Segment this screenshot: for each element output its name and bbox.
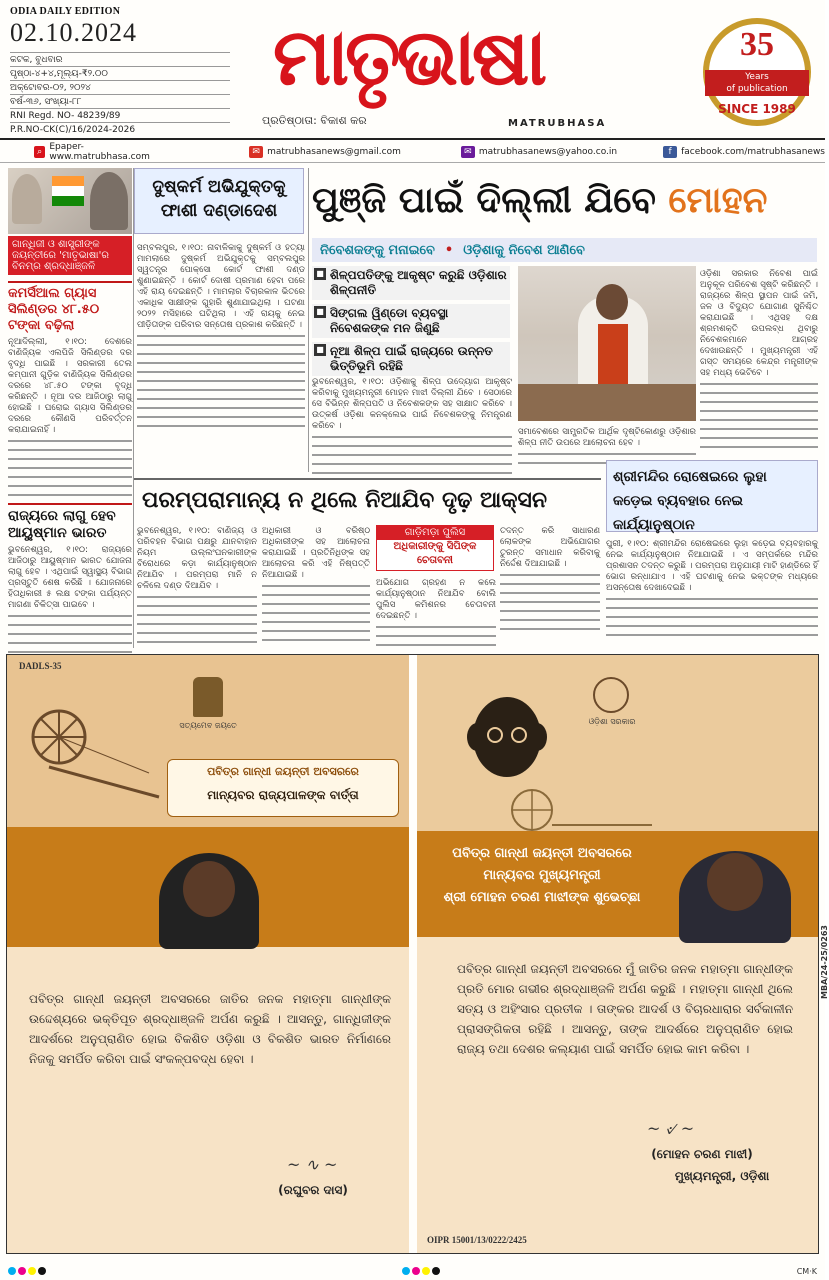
lead-headline-accent: ମୋହନ — [668, 180, 768, 221]
bullet-item — [312, 266, 510, 300]
mail-icon: ✉ — [461, 146, 475, 158]
governor-face — [183, 861, 235, 917]
emblem-caption: ଓଡ଼ିଶା ସରକାର — [588, 717, 636, 726]
badge-line1: Years — [745, 72, 769, 82]
bullet-item — [312, 304, 510, 338]
charkha-icon — [507, 785, 657, 835]
meta-line: କଟକ, ବୁଧବାର — [10, 52, 230, 65]
cm-banner-line2: ମାନ୍ୟବର ମୁଖ୍ୟମନ୍ତ୍ରୀ — [483, 868, 601, 883]
flag-saffron — [52, 176, 84, 186]
temple-headline: ଶ୍ରୀମନ୍ଦିର ରୋଷେଇରେ ଲୁହା କଡ଼େଇ ବ୍ୟବହାର ନେଇ କାର୍ଯ୍ୟାନୁଷ୍ଠାନ — [613, 469, 767, 533]
color-dots-center — [402, 1267, 440, 1275]
text-lines — [137, 596, 257, 643]
bullet-text: ଶିଳ୍ପପତିଙ୍କୁ ଆକୃଷ୍ଟ କରୁଛି ଓଡ଼ିଶାର ଶିଳ୍ପନୀତି — [330, 268, 507, 297]
ad-code: DADLS-35 — [19, 661, 62, 671]
leaders-photo — [8, 168, 132, 234]
yellow-dot — [28, 1267, 36, 1275]
founder-line: ପ୍ରତିଷ୍ଠାତା: ବିକାଶ କର — [262, 114, 367, 127]
cm-banner-line3: ଶ୍ରୀ ମୋହନ ଚରଣ ମାଝୀଙ୍କ ଶୁଭେଚ୍ଛା — [443, 890, 641, 905]
governor-title-band — [167, 759, 399, 817]
lead-story-col1 — [312, 374, 512, 474]
cm-face — [707, 853, 763, 911]
police-story — [376, 575, 496, 649]
governor-ad[interactable] — [7, 655, 409, 1253]
badge-since: SINCE 1989 — [718, 102, 796, 116]
badge-ribbon — [705, 70, 809, 96]
temple-headline-box[interactable] — [606, 460, 818, 532]
flag-green — [52, 196, 84, 206]
crime-story-text: ସମ୍ବଲପୁର, ୧।୧୦: ନାବାଳିକାକୁ ଦୁଷ୍କର୍ମ ଓ ହତ୍ୟା ମାମଲାରେ ଦୁଷ୍କର୍ମ ଅଭିଯୁକ୍ତକୁ ସମ୍ବଲପୁର ସ୍ୱତନ୍ତ୍ର ପୋକ୍ସୋ କୋର୍ଟ ଫାଶୀ ଦଣ୍ଡ ଶୁଣାଇଛନ୍ତି । କୋର୍ଟ ଦୋଷୀ ପ୍ରମାଣ ହେବା ପରେ ଏହି ରାୟ ଦେଇଛନ୍ତି । ମାମଲାର ବିଚାରକାଳ ଭିତରେ ଏକାଧିକ ସାକ୍ଷୀଙ୍କ ଗୁହାରି ଶୁଣାଯାଇଥିଲା । ଘଟଣା ୨୦୨୨ ମସିହାରେ ଘଟିଥିଲା । ଏହି ରାୟକୁ ନେଇ ପୀଡ଼ିତାଙ୍କ ପରିବାର ସନ୍ତୋଷ ପ୍ରକାଶ କରିଛନ୍ତି । — [137, 243, 305, 330]
odisha-emblem-icon — [593, 677, 629, 713]
ayushman-story: ଭୁବନେଶ୍ୱର, ୧।୧୦: ରାଜ୍ୟରେ ଆଜିଠାରୁ ଆୟୁଷ୍ମାନ ଭାରତ ଯୋଜନା ଲାଗୁ ହେବ । ଏଥିପାଇଁ ସ୍ୱାସ୍ଥ୍ୟ ବିଭାଗ ପ୍ରସ୍ତୁତି ଶେଷ କରିଛି । ଯୋଜନାରେ ହିତାଧିକାରୀ ୫ ଲକ୍ଷ ଟଙ୍କା ପର୍ଯ୍ୟନ୍ତ ମାଗଣା ଚିକିତ୍ସା ପାଇବେ । — [8, 545, 132, 610]
traffic-headline[interactable]: ପରମ୍ପରାମାନ୍ୟ ନ ଥିଲେ ନିଆଯିବ ଦୃଢ଼ ଆକ୍ସନ — [134, 478, 601, 520]
facebook-icon: f — [663, 146, 677, 158]
edition-label: ODIA DAILY EDITION — [10, 6, 121, 17]
text-lines — [8, 440, 132, 496]
ashoka-emblem-icon — [193, 677, 223, 717]
spinning-wheel-icon — [19, 677, 169, 827]
bullet-icon: ■ — [314, 344, 326, 356]
anniversary-badge — [703, 18, 811, 126]
gas-story: ନୂଆଦିଲ୍ଲୀ, ୧।୧୦: ଦେଶରେ ବାଣିଜ୍ୟିକ ଏଲପିଜି ସିଲିଣ୍ଡର ଦର ବୃଦ୍ଧି ପାଇଛି । ସରକାରୀ ତେଲ କମ୍ପାନୀ ଗୁଡ଼ିକ ବାଣିଜ୍ୟିକ ସିଲିଣ୍ଡର ଦରରେ ୪୮.୫୦ ଟଙ୍କା ବୃଦ୍ଧି କରିଛନ୍ତି । ନୂଆ ଦର ଆଜିଠାରୁ ଲାଗୁ ହୋଇଛି । ଘରୋଇ ଗ୍ୟାସ ସିଲିଣ୍ଡର ଦରରେ କୌଣସି ପରିବର୍ତ୍ତନ କରାଯାଇନାହିଁ । — [8, 337, 132, 435]
crime-headline: ଦୁଷ୍କର୍ମ ଅଭିଯୁକ୍ତକୁ ଫାଶୀ ଦଣ୍ଡାଦେଶ — [152, 177, 286, 221]
print-marks — [0, 1262, 825, 1280]
governor-signature-scrawl: ~ ∿ ~ — [287, 1155, 338, 1174]
police-story-col2 — [500, 523, 600, 649]
lead-text: ଓଡ଼ିଶା ସରକାର ନିବେଶ ପାଇଁ ଅନୁକୂଳ ପରିବେଶ ସୃଷ୍ଟି କରିଛନ୍ତି । ରାଜ୍ୟରେ ଶିଳ୍ପ ସ୍ଥାପନ ପାଇଁ ଜମି, ଜଳ ଓ ବିଦ୍ୟୁତ ଯୋଗାଣ ସୁନିଶ୍ଚିତ କରାଯାଇଛି । ଏଥିସହ ଦକ୍ଷ ଶ୍ରମଶକ୍ତି ଉପଲବ୍ଧ ଥିବାରୁ ନିବେଶକମାନେ ଆଗ୍ରହ ଦେଖାଉଛନ୍ତି । ମୁଖ୍ୟମନ୍ତ୍ରୀ ଏହି ଗସ୍ତ ସମୟରେ କେନ୍ଦ୍ର ମନ୍ତ୍ରୀଙ୍କ ସହ ମଧ୍ୟ ଭେଟିବେ । — [700, 269, 818, 378]
color-dots-left — [8, 1267, 46, 1275]
chief-minister-ad[interactable] — [417, 655, 818, 1253]
magenta-dot — [18, 1267, 26, 1275]
badge-line2: of publication — [726, 84, 788, 94]
text-lines — [606, 598, 818, 636]
yahoo-link[interactable] — [461, 146, 617, 158]
cm-signature-scrawl: ~ ୰ ~ — [647, 1119, 695, 1138]
traffic-story — [137, 523, 257, 649]
shastri-figure — [90, 172, 128, 230]
cm-signature-name: (ମୋହନ ଚରଣ ମାଝୀ) — [651, 1147, 753, 1161]
temple-text: ପୁରୀ, ୧।୧୦: ଶ୍ରୀମନ୍ଦିର ରୋଷେଇରେ ଲୁହା କଡ଼େଇ ବ୍ୟବହାରକୁ ନେଇ କାର୍ଯ୍ୟାନୁଷ୍ଠାନ ନିଆଯାଇଛି । ଏ ସମ୍ପର୍କରେ ମନ୍ଦିର ପ୍ରଶାସନ ତଦନ୍ତ କରୁଛି । ପରମ୍ପରା ଅନୁଯାୟୀ ମାଟି ହାଣ୍ଡିରେ ହିଁ ଭୋଗ ରନ୍ଧାଯାଏ । ଏହି ଘଟଣାକୁ ନେଇ ଭକ୍ତଙ୍କ ମଧ୍ୟରେ ଅସନ୍ତୋଷ ଦେଖାଦେଇଛି । — [606, 539, 818, 593]
cm-signature-title: ମୁଖ୍ୟମନ୍ତ୍ରୀ, ଓଡ଼ିଶା — [674, 1169, 770, 1183]
crime-headline-box[interactable] — [134, 168, 304, 234]
bullet-text: ନୂଆ ଶିଳ୍ପ ପାଇଁ ରାଜ୍ୟରେ ଉନ୍ନତ ଭିତ୍ତିଭୂମି ରହିଛି — [330, 344, 493, 373]
meta-line: ବର୍ଷ-୩୬, ସଂଖ୍ୟା-୮୮ — [10, 94, 230, 107]
police-text: ତଦନ୍ତ କରି ସାଧାରଣ ଲୋକଙ୍କ ଅଭିଯୋଗର ତୁରନ୍ତ ସମାଧାନ କରିବାକୁ ନିର୍ଦ୍ଦେଶ ଦିଆଯାଇଛି । — [500, 526, 600, 569]
police-text: ଅଭିଯୋଗ ଗ୍ରହଣ ନ କଲେ କାର୍ଯ୍ୟାନୁଷ୍ଠାନ ନିଆଯିବ ବୋଲି ପୁଲିସ କମିଶନର ଚେତାବନୀ ଦେଇଛନ୍ତି । — [376, 578, 496, 621]
governor-message: ପବିତ୍ର ଗାନ୍ଧୀ ଜୟନ୍ତୀ ଅବସରରେ ଜାତିର ଜନକ ମହାତ୍ମା ଗାନ୍ଧୀଙ୍କ ଉଦ୍ଦେଶ୍ୟରେ ଭକ୍ତିପୂତ ଶ୍ରଦ୍ଧାଞ୍ଜଳି ଅର୍ପଣ କରୁଛି । ଆସନ୍ତୁ, ଗାନ୍ଧିଜୀଙ୍କ ଆଦର୍ଶରେ ଅନୁପ୍ରାଣିତ ହୋଇ ବିକଶିତ ଓଡ଼ିଶା ଓ ବିକଶିତ ଭାରତ ନିର୍ମାଣରେ ନିଜକୁ ସମର୍ପିତ କରିବା ପାଇଁ ସଂକଳ୍ପବଦ୍ଧ ହେବା । — [29, 992, 391, 1066]
gandhi-silhouette-icon — [447, 675, 567, 795]
ayushman-headline[interactable]: ରାଜ୍ୟରେ ଲାଗୁ ହେବ ଆୟୁଷ୍ମାନ ଭାରତ — [8, 503, 132, 542]
strap-right: ଓଡ଼ିଶାକୁ ନିବେଶ ଆଣିବେ — [463, 242, 585, 258]
lead-story-col3 — [700, 266, 818, 472]
bullet-item — [312, 342, 510, 376]
black-dot — [38, 1267, 46, 1275]
magenta-dot — [412, 1267, 420, 1275]
text-lines — [137, 335, 305, 427]
chief-minister-photo — [518, 266, 696, 421]
photo-caption: ଗାନ୍ଧିଜୀ ଓ ଶାସ୍ତ୍ରୀଙ୍କ ଜୟନ୍ତୀରେ 'ମାତୃଭାଷା'ର ବିନମ୍ର ଶ୍ରଦ୍ଧାଞ୍ଜଳି — [8, 236, 132, 275]
bullet-icon: ■ — [314, 306, 326, 318]
epaper-link[interactable] — [34, 142, 161, 162]
photo-scarf — [598, 324, 628, 384]
police-warning-box[interactable] — [376, 525, 494, 571]
bullet-icon: ■ — [314, 268, 326, 280]
epaper-text: Epaper- www.matrubhasa.com — [49, 141, 150, 162]
bullet-text: ସିଙ୍ଗଲ ୱିଣ୍ଡୋ ବ୍ୟବସ୍ଥା ନିବେଶକଙ୍କ ମନ ଜିଣୁଛି — [330, 306, 449, 335]
traffic-text: ଅଧିକାରୀ ଓ ବରିଷ୍ଠ ଅଧିକାରୀଙ୍କ ସହ ଆଲୋଚନା କରାଯାଇଛି । ପ୍ରତିନିଧିଙ୍କ ସହ ଆଲୋଚନା କରି ଏହି ନିଷ୍ପତ୍ତି ନିଆଯାଇଛି । — [262, 526, 370, 580]
emblem-caption: ସତ୍ୟମେବ ଜୟତେ — [179, 721, 237, 730]
lead-bullets — [312, 266, 510, 373]
meta-line: ଅକ୍ଟୋବର-୦୨, ୨୦୨୪ — [10, 80, 230, 93]
facebook-text: facebook.com/matrubhasanews — [681, 146, 825, 157]
gmail-link[interactable] — [249, 146, 401, 158]
police-warning-kicker: ଗାଡ଼ିମଡ଼ା ପୁଲିସ — [377, 526, 493, 540]
governor-signature: (ରଘୁବର ଦାସ) — [278, 1183, 348, 1197]
gmail-text: matrubhasanews@gmail.com — [267, 146, 401, 157]
photo-head — [596, 284, 628, 320]
masthead — [0, 0, 825, 140]
advertisement-block — [6, 654, 829, 1254]
cmyk-label: CM·K — [796, 1266, 817, 1276]
strap-left: ନିବେଶକଙ୍କୁ ମନାଇବେ — [320, 242, 435, 258]
vertical-ad-code: MBA/24-25/0263 — [820, 925, 829, 999]
flag-white — [52, 186, 84, 196]
cyan-dot — [402, 1267, 410, 1275]
lead-text: ସମାବେଶରେ ସାମ୍ପ୍ରତିକ ଆର୍ଥିକ ଦୃଷ୍ଟିକୋଣରୁ ଓଡ଼ିଶାର ଶିଳ୍ପ ନୀତି ଉପରେ ଆଲୋଚନା ହେବ । — [518, 427, 696, 448]
oipr-code: OIPR 15001/13/0222/2425 — [427, 1235, 527, 1245]
meta-line: RNI Regd. NO- 48239/89 — [10, 108, 230, 121]
police-warning-head: ଅଧିକାରୀଙ୍କୁ ସିପିଙ୍କ ଚେତାବନୀ — [393, 541, 477, 566]
facebook-link[interactable] — [663, 146, 825, 158]
contact-bar — [0, 141, 825, 163]
lead-text: ଭୁବନେଶ୍ୱର, ୧।୧୦: ଓଡ଼ିଶାକୁ ଶିଳ୍ପ ଉଦ୍ୟୋଗ ଆକୃଷ୍ଟ କରିବାକୁ ମୁଖ୍ୟମନ୍ତ୍ରୀ ମୋହନ ମାଝୀ ଦିଲ୍ଲୀ ଯିବେ । ସେଠାରେ ସେ ବିଭିନ୍ନ ଶିଳ୍ପପତି ଓ ନିବେଶକଙ୍କ ସହ ସାକ୍ଷାତ କରିବେ । ଉତ୍କର୍ଷ ଓଡ଼ିଶା କନକ୍ଲେଭ ପାଇଁ ନିବେଶକଙ୍କୁ ନିମନ୍ତ୍ରଣ କରିବେ । — [312, 377, 512, 431]
badge-number: 35 — [740, 26, 774, 63]
meta-line: ପୃଷ୍ଠା-୪+୪,ମୂଲ୍ୟ-₹୨.୦୦ — [10, 66, 230, 79]
crime-story — [137, 240, 305, 472]
strap-separator: • — [444, 242, 454, 258]
text-lines — [376, 626, 496, 646]
gas-headline[interactable]: କମର୍ସିଆଲ ଗ୍ୟାସ ସିଲିଣ୍ଡର ୪୮.୫୦ ଟଙ୍କା ବଢ଼ିଲା — [8, 281, 132, 334]
cyan-dot — [8, 1267, 16, 1275]
photo-desk — [518, 384, 696, 421]
text-lines — [312, 436, 512, 474]
temple-story — [606, 536, 818, 649]
search-icon: ⌕ — [34, 146, 45, 158]
traffic-text: ଭୁବନେଶ୍ୱର, ୧।୧୦: ବାଣିଜ୍ୟ ଓ ପରିବହନ ବିଭାଗ ପକ୍ଷରୁ ଯାନବାହାନ ନିୟମ ଉଲ୍ଲଂଘନକାରୀଙ୍କ ବିରୋଧରେ କଡ଼ା କାର୍ଯ୍ୟାନୁଷ୍ଠାନ ନିଆଯିବ । ପରମ୍ପରା ମାନି ନ ଚଳିଲେ ଦଣ୍ଡ ଦିଆଯିବ । — [137, 526, 257, 591]
governor-banner-line2: ମାନ୍ୟବର ରାଜ୍ୟପାଳଙ୍କ ବାର୍ତ୍ତା — [207, 788, 359, 802]
newspaper-logo[interactable]: ମାତୃଭାଷା — [272, 13, 544, 103]
text-lines — [700, 383, 818, 448]
yellow-dot — [422, 1267, 430, 1275]
traffic-story-col2 — [262, 523, 370, 649]
column-divider — [133, 168, 134, 648]
roman-name: MATRUBHASA — [508, 118, 607, 129]
left-column — [8, 168, 132, 646]
lead-headline[interactable] — [312, 168, 817, 236]
cm-banner-line1: ପବିତ୍ର ଗାନ୍ଧୀ ଜୟନ୍ତୀ ଅବସରରେ — [452, 846, 632, 861]
governor-banner-line1: ପବିତ୍ର ଗାନ୍ଧୀ ଜୟନ୍ତୀ ଅବସରରେ — [207, 765, 359, 778]
lead-strap — [312, 238, 817, 262]
text-lines — [262, 585, 370, 641]
yahoo-text: matrubhasanews@yahoo.co.in — [478, 146, 618, 157]
text-lines — [500, 574, 600, 630]
cm-message: ପବିତ୍ର ଗାନ୍ଧୀ ଜୟନ୍ତୀ ଅବସରରେ ମୁଁ ଜାତିର ଜନକ ମହାତ୍ମା ଗାନ୍ଧୀଙ୍କ ପ୍ରତି ମୋର ଗଭୀର ଶ୍ରଦ୍ଧାଞ୍ଜଳି ଅର୍ପଣ କରୁଛି । ମହାତ୍ମା ଗାନ୍ଧୀ ଥିଲେ ସତ୍ୟ ଓ ଅହିଂସାର ପ୍ରତୀକ । ତାଙ୍କର ଆଦର୍ଶ ଓ ବିଚାରଧାରାର ସର୍ବକାଳୀନ ପ୍ରାସଙ୍ଗିକତା ରହିଛି । ଆସନ୍ତୁ, ତାଙ୍କ ଆଦର୍ଶରେ ଅନୁପ୍ରାଣିତ ହୋଇ ରାଜ୍ୟ ତଥା ଦେଶର କଲ୍ୟାଣ ପାଇଁ ସମର୍ପିତ ହୋଇ କାମ କରିବା । — [457, 962, 793, 1056]
meta-line: P.R.NO-CK(C)/16/2024-2026 — [10, 122, 230, 135]
mail-icon: ✉ — [249, 146, 263, 158]
column-divider — [308, 168, 309, 472]
gandhi-figure — [12, 174, 42, 224]
lead-headline-main: ପୁଞ୍ଜି ପାଇଁ ଦିଲ୍ଲୀ ଯିବେ — [312, 180, 669, 221]
issue-date: 02.10.2024 — [10, 18, 137, 47]
black-dot — [432, 1267, 440, 1275]
